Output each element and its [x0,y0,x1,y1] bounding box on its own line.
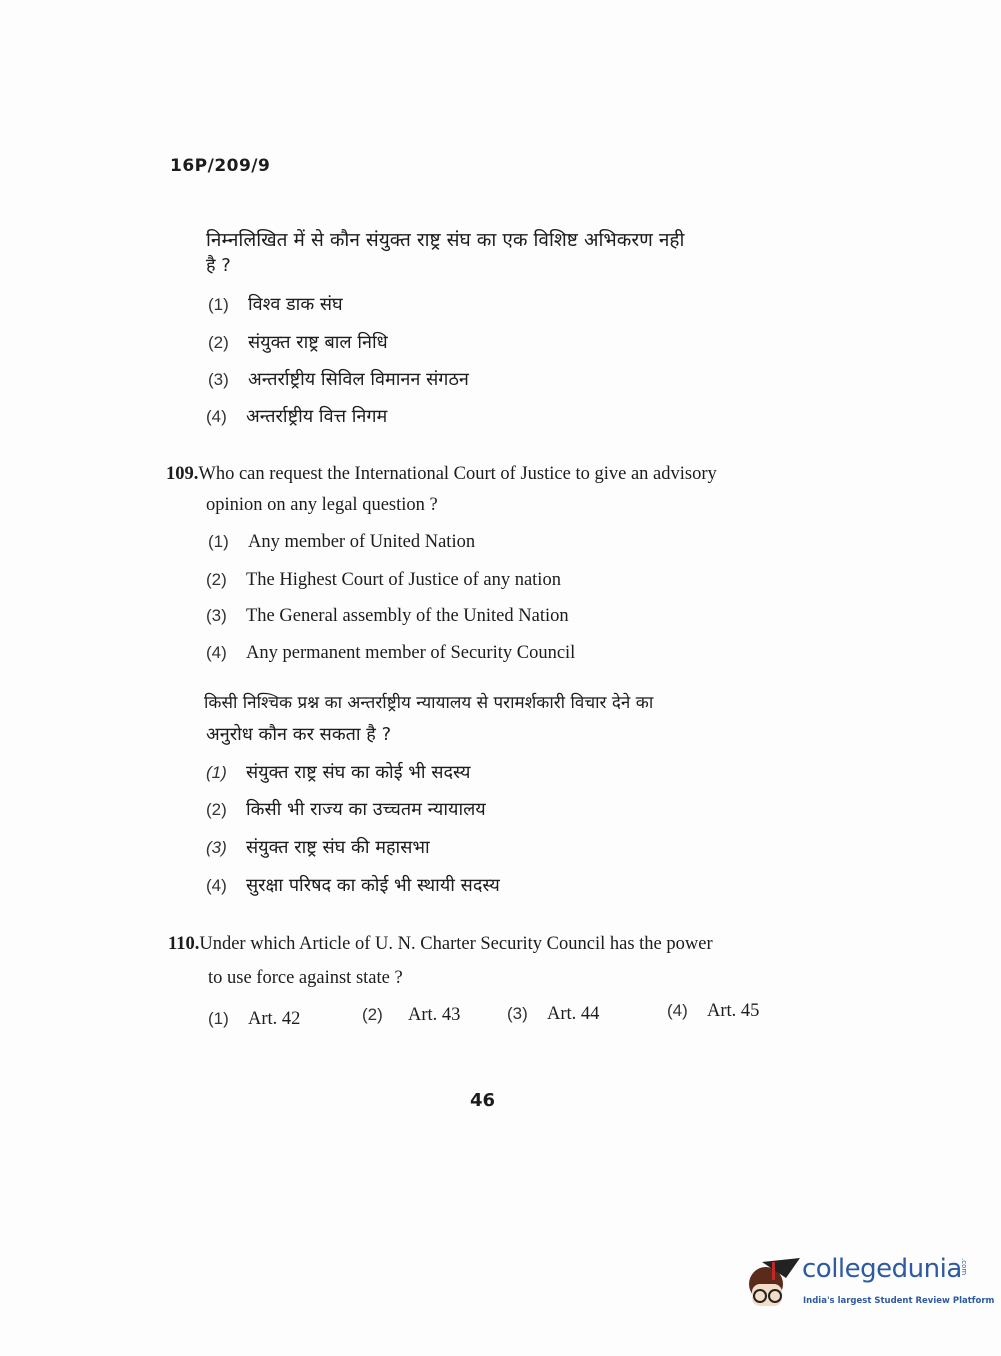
question-text: Under which Article of U. N. Charter Security Council has the power [199,934,713,954]
option-number: (4) [206,407,227,426]
option-number: (4) [667,1001,688,1020]
option-number: (2) [362,1005,383,1024]
brand-tagline: India's largest Student Review Platform [803,1296,995,1306]
option-text: Art. 43 [408,1005,461,1025]
option-text: संयुक्त राष्ट्र संघ की महासभा [246,837,430,858]
brand-domain: .com [960,1258,968,1276]
option-number: (1) [208,295,229,314]
option-text: अन्तर्राष्ट्रीय वित्त निगम [246,406,388,427]
question-text-cont: opinion on any legal question ? [206,495,438,515]
question-text-cont: to use force against state ? [208,968,403,988]
option-2 [362,1005,460,1026]
option-4 [206,404,387,428]
option-text: Any permanent member of Security Council [246,643,576,663]
option-number: (1) [208,532,229,551]
question-text: Who can request the International Court of Justice to give an advisory [198,464,717,484]
option-text: The Highest Court of Justice of any nation [246,570,561,590]
collegedunia-logo [742,1248,995,1318]
option-number: (1) [206,763,227,782]
option-number: (3) [507,1004,528,1023]
option-number: (1) [208,1009,229,1028]
option-number: (4) [206,876,227,895]
option-2 [206,570,561,591]
question-text-hindi: किसी निश्चिक प्रश्न का अन्तर्राष्ट्रीय न्यायालय से परामर्शकारी विचार देने का [204,693,654,713]
question-text-hindi-cont: अनुरोध कौन कर सकता है ? [206,724,392,745]
option-number: (2) [206,800,227,819]
question-110 [168,934,713,955]
mascot-icon [742,1248,802,1318]
option-text: The General assembly of the United Nation [246,606,569,626]
option-text: किसी भी राज्य का उच्चतम न्यायालय [246,799,486,820]
option-3 [206,835,430,859]
option-text: सुरक्षा परिषद का कोई भी स्थायी सदस्य [246,875,500,896]
question-number: 110. [168,934,200,954]
option-text: Art. 42 [248,1009,301,1029]
option-4 [667,1001,759,1022]
option-text: Art. 44 [547,1004,600,1024]
option-2 [206,797,486,821]
option-3 [208,367,469,391]
option-number: (4) [206,643,227,662]
option-1 [208,292,343,316]
option-number: (3) [206,838,227,857]
option-2 [208,330,388,354]
brand-name: collegedunia [802,1254,962,1284]
option-text: Any member of United Nation [248,532,476,552]
option-1 [206,760,470,784]
option-1 [208,532,475,553]
question-text-hindi: निम्नलिखित में से कौन संयुक्त राष्ट्र संघ का एक विशिष्ट अभिकरण नही [206,229,685,251]
page-number: 46 [470,1090,496,1111]
option-4 [206,873,500,897]
paper-code: 16P/209/9 [170,156,271,176]
option-number: (2) [208,333,229,352]
option-number: (3) [208,370,229,389]
option-3 [206,606,569,627]
option-text: Art. 45 [707,1001,760,1021]
option-text: अन्तर्राष्ट्रीय सिविल विमानन संगठन [248,369,469,390]
question-text-hindi-cont: है ? [206,255,231,276]
question-number: 109. [166,464,199,484]
question-109 [166,464,717,485]
option-text: संयुक्त राष्ट्र संघ का कोई भी सदस्य [246,762,471,783]
option-text: विश्व डाक संघ [248,294,343,315]
option-4 [206,643,575,664]
option-number: (2) [206,570,227,589]
option-1 [208,1009,300,1030]
option-3 [507,1004,599,1025]
option-number: (3) [206,606,227,625]
option-text: संयुक्त राष्ट्र बाल निधि [248,332,388,353]
